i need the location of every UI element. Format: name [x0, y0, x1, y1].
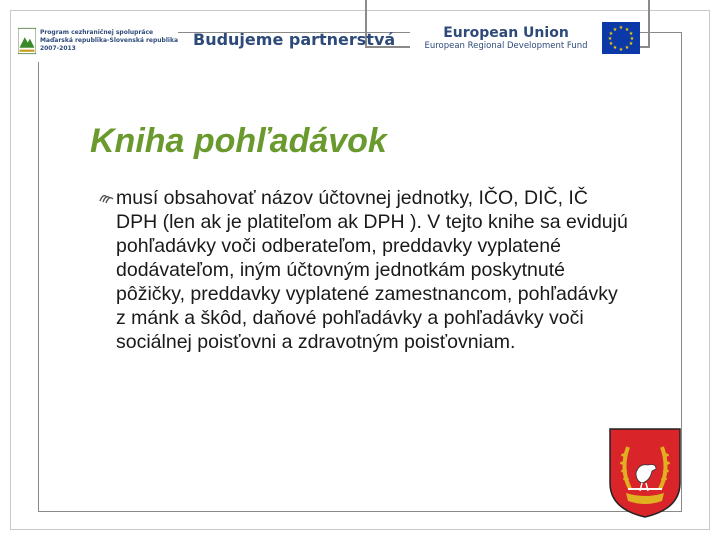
program-line-1: Program cezhraničnej spolupráce: [39, 29, 154, 36]
svg-text:★: ★: [618, 25, 624, 31]
svg-text:★: ★: [624, 45, 630, 51]
program-logo-block: [18, 20, 178, 62]
program-line-2: Maďarská republika-Slovenská republika: [39, 37, 178, 44]
wave-bullet-icon: [98, 190, 116, 204]
svg-text:★: ★: [624, 27, 630, 33]
eu-subtitle: European Regional Development Fund: [424, 41, 588, 51]
slide-title: Kniha pohľadávok: [90, 122, 387, 160]
svg-text:★: ★: [608, 41, 614, 47]
svg-text:★: ★: [629, 36, 635, 42]
svg-text:★: ★: [612, 45, 618, 51]
slogan: Budujeme partnerstvá: [193, 30, 396, 49]
coat-of-arms-icon: [606, 425, 684, 520]
eu-logo-block: [410, 18, 640, 58]
bullet-item: [98, 186, 628, 354]
mountain-logo-icon: [18, 24, 36, 58]
svg-text:★: ★: [608, 31, 614, 37]
program-line-3: 2007-2013: [39, 45, 76, 52]
bullet-text: musí obsahovať názov účtovnej jednotky, IČO, DIČ, IČ DPH (len ak je platiteľom ak DPH ). V tejto knihe sa evidujú pohľadávky voči odberateľom, preddavky vyplatené dodávateľom, iným účtovným jednotkám poskytnuté pôžičky, preddavky vyplatené zamestnancom, pohľadávky z mánk a škôd, daňové pohľadávky a pohľadávky voči sociálnej poisťovni a zdravotným poisťovniam.: [116, 187, 628, 353]
svg-text:★: ★: [618, 47, 624, 53]
svg-text:★: ★: [612, 27, 618, 33]
eu-flag-icon: [602, 22, 640, 54]
svg-text:★: ★: [628, 31, 634, 37]
eu-title: European Union: [443, 25, 569, 41]
svg-text:★: ★: [628, 41, 634, 47]
svg-text:★: ★: [607, 36, 613, 42]
program-name: [40, 29, 178, 53]
